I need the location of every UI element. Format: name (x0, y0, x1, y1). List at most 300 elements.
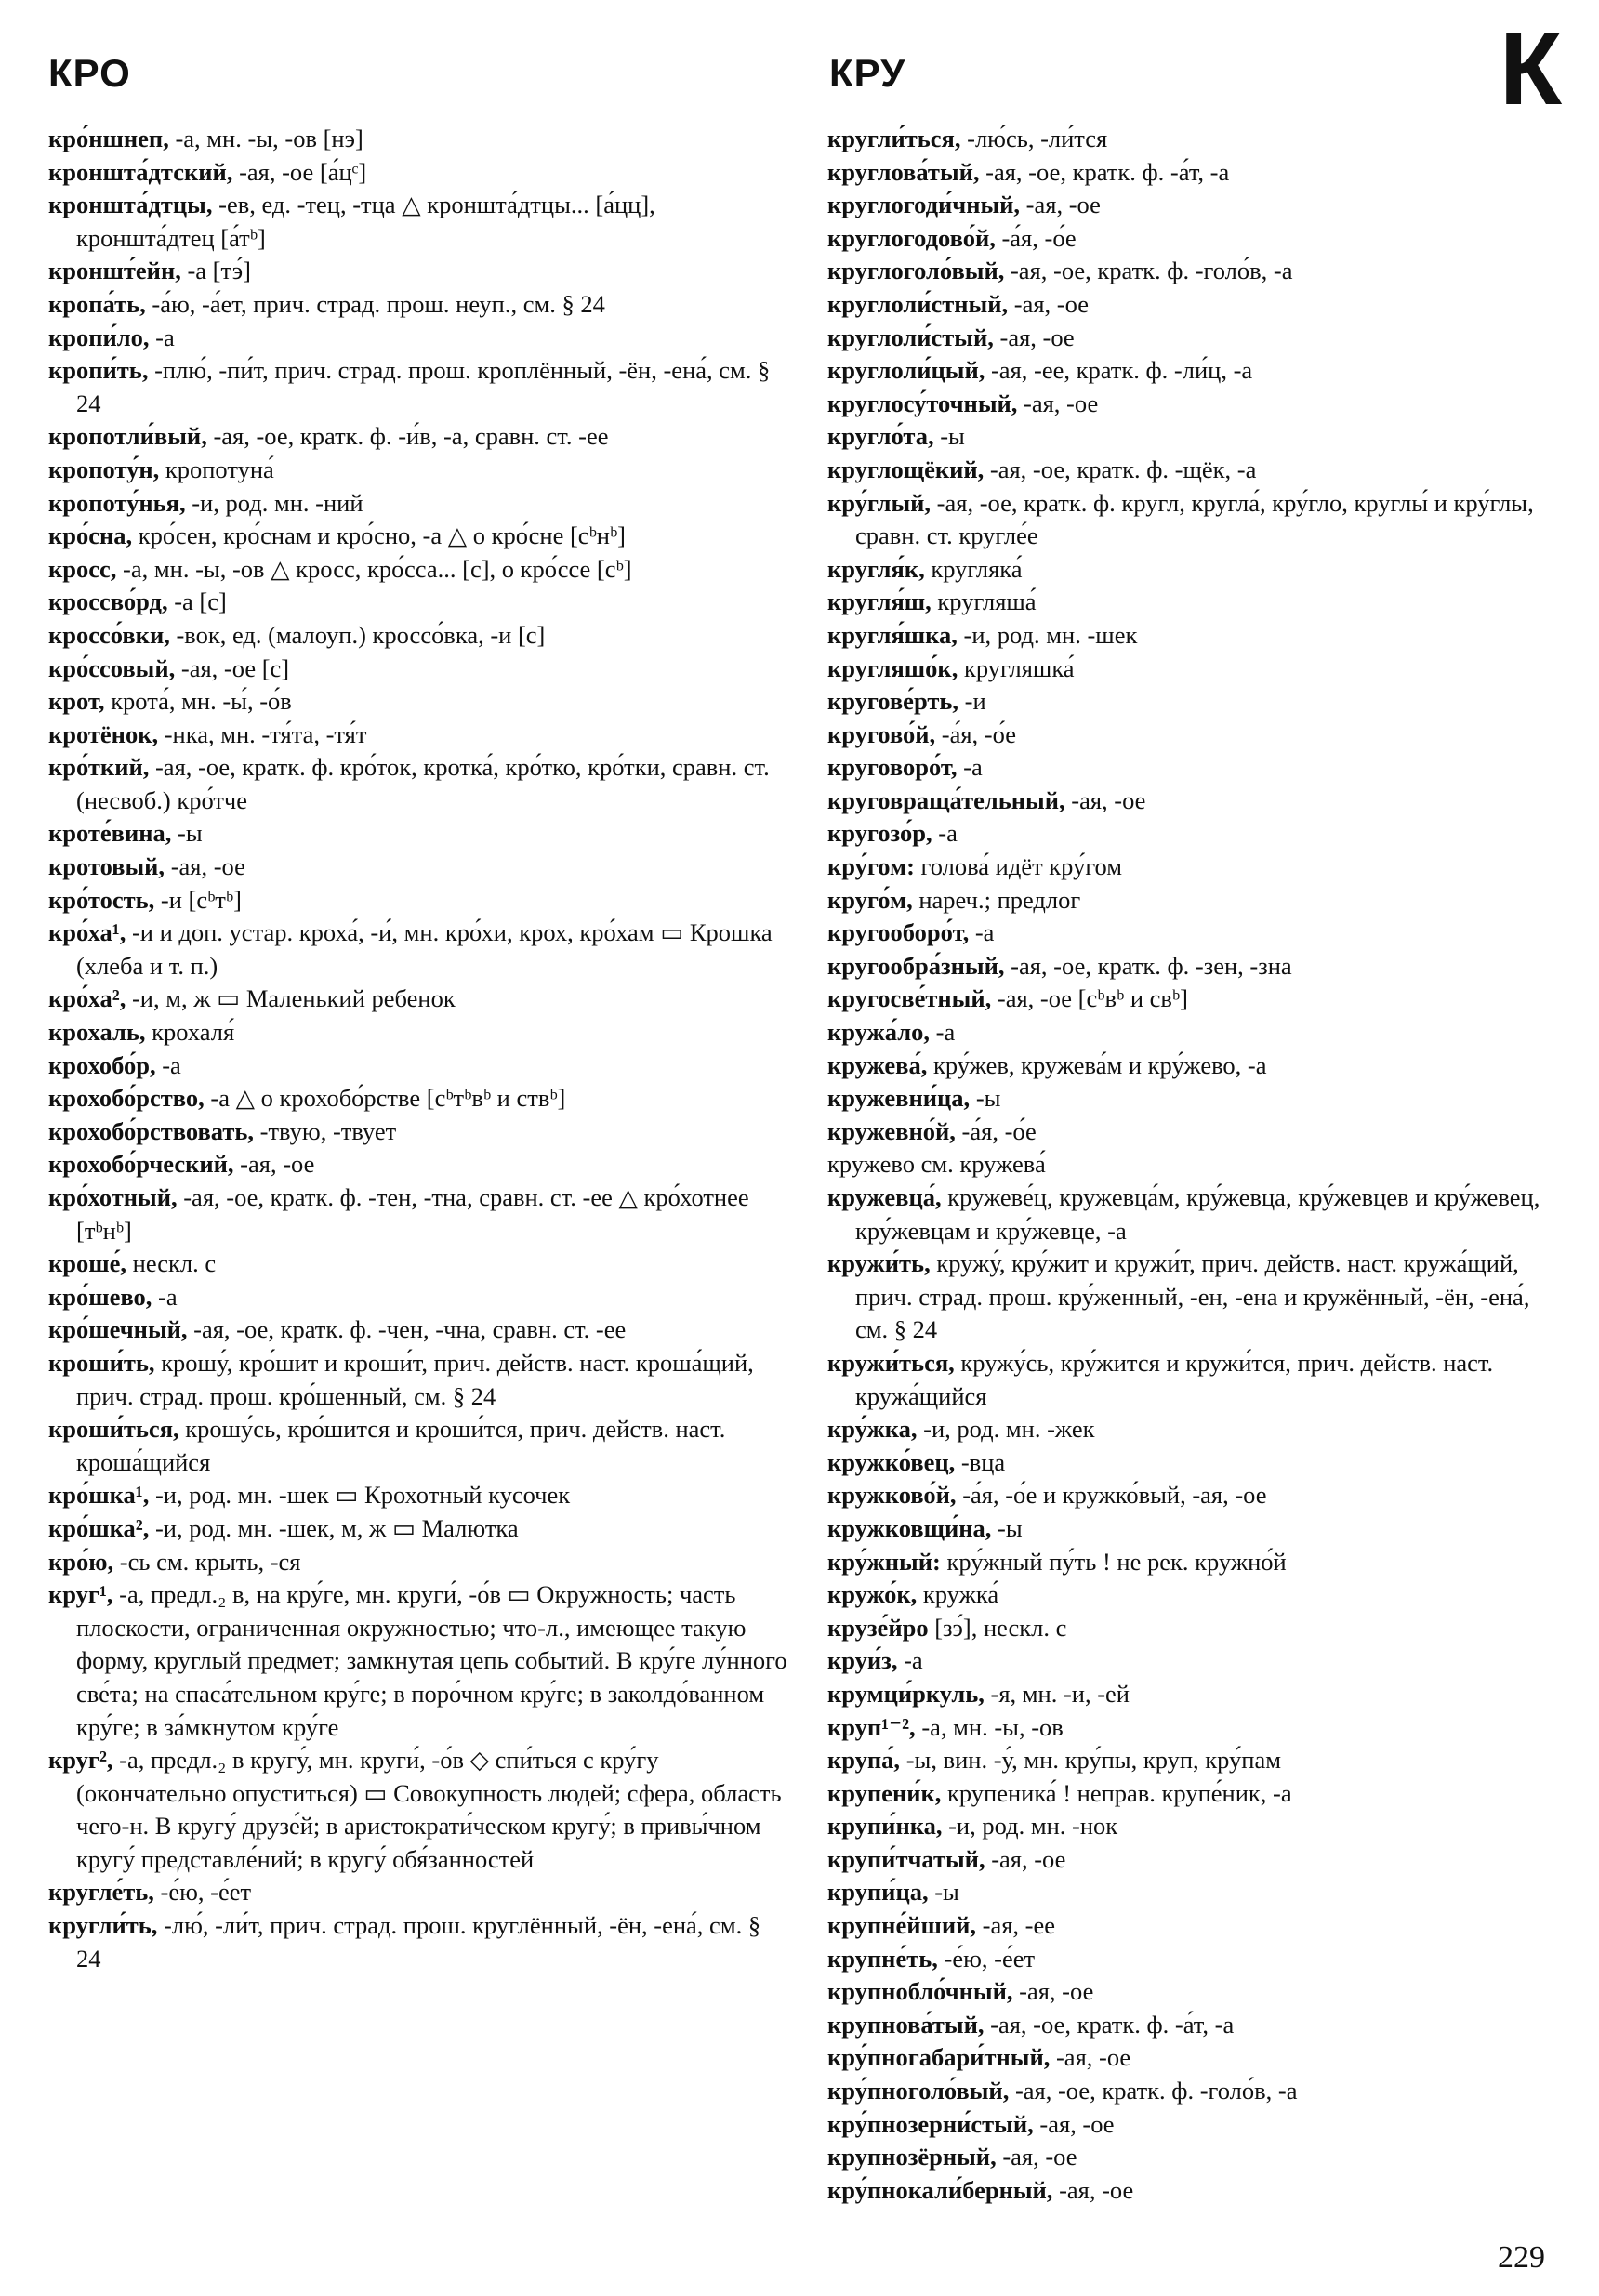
entry-grammar: -ая, -ое [cᵇвᵇ и свᵇ] (991, 984, 1188, 1013)
dictionary-entry (48, 1578, 787, 1744)
dictionary-entry (827, 851, 1566, 884)
entry-grammar: -ев, ед. -тец, -тца △ кроншта́дтцы... [а́цц], кроншта́дтец [а́тᵇ] (76, 191, 655, 252)
headword: кружко́вец, (827, 1447, 956, 1476)
entry-grammar: -ая, -ое (165, 852, 245, 881)
headword: кроше́, (48, 1249, 127, 1278)
dictionary-entry (48, 1744, 787, 1876)
entry-grammar: -лю́, -ли́т, прич. страд. прош. круглённый, -ён, -ена́, см. § 24 (76, 1911, 761, 1973)
dictionary-entry (827, 2075, 1566, 2108)
dictionary-entry (827, 1943, 1566, 1976)
headword: кру́глый, (827, 488, 932, 517)
headword: кру́пноголо́вый, (827, 2077, 1010, 2105)
right-column (827, 123, 1566, 2207)
headword: кругля́ш, (827, 587, 932, 616)
headword: крупени́к, (827, 1778, 942, 1807)
entry-grammar: крота́, мн. -ы́, -о́в (104, 687, 292, 716)
entry-grammar: -сь см. крыть, -ся (113, 1547, 301, 1576)
entry-grammar: кружеве́ц, кружевца́м, кру́жевца, кру́жевцев и кру́жевец, кру́жевцам и кру́жевце, -а (855, 1183, 1540, 1245)
dictionary-entry (48, 1876, 787, 1909)
headword: кро́шечный, (48, 1315, 188, 1344)
entry-grammar: -ы, вин. -у́, мн. кру́пы, круп, кру́пам (900, 1746, 1282, 1775)
dictionary-entry (827, 1711, 1566, 1745)
dictionary-entry (827, 983, 1566, 1016)
headword: кротёнок, (48, 719, 159, 748)
entry-grammar: нареч.; предлог (912, 885, 1081, 914)
dictionary-entry (48, 685, 787, 719)
dictionary-entry (48, 354, 787, 420)
dictionary-entry (827, 1578, 1566, 1612)
dictionary-entry (827, 553, 1566, 587)
dictionary-entry (48, 817, 787, 851)
headword: крупа́, (827, 1746, 901, 1775)
entry-grammar: крупеника́ ! неправ. крупе́ник, -а (941, 1778, 1292, 1807)
entry-grammar: кругляша́ (931, 587, 1037, 616)
headword: крохобо́рствовать, (48, 1116, 255, 1145)
dictionary-entry (827, 1644, 1566, 1678)
headword: кро́шево, (48, 1282, 152, 1311)
headword: круи́з, (827, 1646, 898, 1675)
headword: кружевца́, (827, 1183, 942, 1211)
headword: кро́ншнеп, (48, 125, 169, 152)
dictionary-entry (48, 851, 787, 884)
dictionary-entry (48, 586, 787, 619)
headword: кругооборо́т, (827, 918, 970, 947)
dictionary-entry (827, 685, 1566, 719)
dictionary-entry (827, 420, 1566, 454)
headword: кроссво́рд, (48, 587, 168, 616)
headword: кроте́вина, (48, 819, 172, 848)
dictionary-entry (827, 288, 1566, 322)
dictionary-entry (827, 1843, 1566, 1877)
dictionary-entry (827, 817, 1566, 851)
headword: крохобо́рческий, (48, 1150, 234, 1179)
dictionary-entry (827, 1016, 1566, 1049)
dictionary-entry (827, 1413, 1566, 1446)
headword: кругове́рть, (827, 687, 958, 716)
entry-grammar: -и, род. мн. -нок (942, 1812, 1118, 1841)
dictionary-entry (827, 189, 1566, 222)
headword: кружевни́ца, (827, 1084, 971, 1113)
running-head-left: КРО (48, 51, 131, 95)
dictionary-entry (827, 1909, 1566, 1943)
dictionary-entry (48, 322, 787, 355)
entry-grammar: -нка, мн. -тя́та, -тя́т (158, 719, 367, 748)
headword: крохаль, (48, 1018, 146, 1047)
headword: крупне́ть, (827, 1944, 938, 1973)
entry-grammar: -и, м, ж ▭ Маленький ребенок (126, 984, 456, 1013)
entry-grammar: -ы (991, 1513, 1023, 1542)
entry-grammar: -а, мн. -ы, -ов (915, 1712, 1064, 1741)
entry-grammar: -ая, -ее, кратк. ф. -ли́ц, -а (985, 356, 1253, 385)
dictionary-entry (827, 884, 1566, 917)
headword: кропотли́вый, (48, 422, 207, 451)
headword: кроншта́дтский, (48, 157, 233, 186)
entry-grammar: -и, род. мн. -ний (185, 488, 363, 517)
entry-grammar: -твую, -твует (254, 1116, 397, 1145)
dictionary-entry (827, 1744, 1566, 1777)
headword: круглоли́стный, (827, 289, 1009, 318)
entry-grammar: -а, мн. -ы, -ов [нэ] (168, 125, 363, 152)
headword: крузе́йро (827, 1613, 929, 1642)
headword: кружи́ться, (827, 1348, 955, 1377)
headword: кро́ткий, (48, 753, 150, 782)
headword: кропоту́нья, (48, 488, 186, 517)
entry-grammar: -ая, -ое, кратк. ф. -голо́в, -а (1004, 257, 1293, 285)
headword: круглоголо́вый, (827, 257, 1005, 285)
headword: круглоли́стый, (827, 323, 994, 351)
entry-grammar: -ая, -ое [а́цᶜ] (232, 157, 367, 186)
headword: кроши́ть, (48, 1348, 155, 1377)
dictionary-entry (827, 1115, 1566, 1149)
dictionary-entry (827, 1181, 1566, 1247)
headword: крупнобло́чный, (827, 1977, 1013, 2006)
entry-grammar: кругляка́ (924, 554, 1023, 583)
entry-grammar: кругляшка́ (958, 653, 1075, 682)
headword: кружа́ло, (827, 1018, 930, 1047)
entry-grammar: -ы (928, 1878, 959, 1907)
dictionary-entry (827, 719, 1566, 752)
headword: крупне́йший, (827, 1911, 977, 1940)
dictionary-entry (827, 1446, 1566, 1480)
dictionary-entry (827, 222, 1566, 256)
headword: крот, (48, 687, 105, 716)
dictionary-entry (48, 520, 787, 553)
headword: круглова́тый, (827, 157, 980, 186)
entry-grammar: крохаля́ (145, 1018, 235, 1047)
headword: кругле́ть, (48, 1878, 154, 1907)
dictionary-entry (48, 288, 787, 322)
headword: кросс, (48, 554, 117, 583)
dictionary-entry (827, 123, 1566, 156)
headword: кро́тость, (48, 885, 155, 914)
headword: кругозо́р, (827, 819, 932, 848)
dictionary-entry (827, 454, 1566, 487)
entry-grammar: -а (930, 1018, 956, 1047)
headword: крупи́нка, (827, 1812, 943, 1841)
dictionary-entry (48, 1016, 787, 1049)
dictionary-entry (48, 917, 787, 983)
dictionary-entry (48, 1281, 787, 1314)
headword: кропи́ть, (48, 356, 149, 385)
entry-grammar: голова́ идёт кру́гом (914, 852, 1123, 881)
dictionary-entry (48, 1313, 787, 1347)
dictionary-entry (827, 2041, 1566, 2075)
headword: кро́ха², (48, 984, 126, 1013)
entry-grammar: -а △ о крохобо́рстве [cᵇтᵇвᵇ и ствᵇ] (204, 1084, 566, 1113)
headword: круглогодово́й, (827, 223, 996, 252)
entry-grammar: -а, предл.₂ в кругу́, мн. круги́, -о́в ◇ спи́ться с кру́гу (окончательно опуститься) ▭ Совокупность людей; сфера, область чего-н. В кругу́ друзе́й; в аристократи́ческом кругу́; в привы́чном кругу́ представле́ний; в кругу́ обя́занностей (76, 1746, 782, 1873)
headword: кропоту́н, (48, 455, 160, 483)
headword: кроншт́ейн, (48, 257, 181, 285)
dictionary-entry (827, 2174, 1566, 2208)
headword: крупи́ца, (827, 1878, 929, 1907)
dictionary-entry (827, 2108, 1566, 2142)
headword: круговраща́тельный, (827, 785, 1065, 814)
entry-grammar: -ая, -ое, кратк. ф. -чен, -чна, сравн. ст. -ее (187, 1315, 627, 1344)
entry-grammar: -а (969, 918, 995, 947)
entry-grammar: -а (152, 1282, 178, 1311)
dictionary-entry (827, 1148, 1566, 1181)
entry-grammar: -ы (933, 422, 965, 451)
headword: круп¹⁻², (827, 1712, 916, 1741)
dictionary-entry (48, 1148, 787, 1181)
dictionary-entry (827, 950, 1566, 983)
entry-grammar: кружево см. кружева́ (827, 1150, 1046, 1179)
entry-grammar: кропотуна́ (159, 455, 274, 483)
dictionary-entry (827, 354, 1566, 388)
headword: кругли́ться, (827, 125, 961, 152)
entry-grammar: -лю́сь, -ли́тся (960, 125, 1108, 152)
dictionary-entry (827, 1049, 1566, 1083)
dictionary-entry (827, 487, 1566, 553)
entry-grammar: -ы (171, 819, 203, 848)
entry-grammar: -вца (955, 1447, 1006, 1476)
entry-grammar: [зэ́], нескл. с (928, 1613, 1067, 1642)
entry-grammar: кру́жный пу́ть ! не рек. кружно́й (940, 1547, 1287, 1576)
dictionary-entry (827, 785, 1566, 818)
entry-grammar: -а (957, 753, 983, 782)
entry-grammar: -а (149, 323, 175, 351)
entry-grammar: -е́ю, -е́ет (153, 1878, 252, 1907)
headword: крупнова́тый, (827, 2010, 985, 2039)
entry-grammar: -ая, -ое (996, 2143, 1077, 2171)
entry-grammar: -а [тэ́] (180, 257, 251, 285)
dictionary-entry (827, 255, 1566, 288)
dictionary-entry (48, 1909, 787, 1975)
headword: кроншта́дтцы, (48, 191, 213, 219)
dictionary-entry (827, 156, 1566, 190)
entry-grammar: -а́я, -о́е (955, 1116, 1037, 1145)
dictionary-entry (827, 653, 1566, 686)
entry-grammar: -и, род. мн. -шек, м, ж ▭ Малютка (149, 1513, 519, 1542)
dictionary-entry (48, 553, 787, 587)
dictionary-entry (48, 1413, 787, 1479)
headword: кругляшо́к, (827, 653, 958, 682)
entry-grammar: -а́ю, -а́ет, прич. страд. прош. неуп., см. § 24 (145, 289, 605, 318)
entry-grammar: -а (897, 1646, 923, 1675)
headword: кружи́ть, (827, 1249, 931, 1278)
headword: кро́шка¹, (48, 1481, 150, 1510)
entry-grammar: -ая, -ое, кратк. ф. -и́в, -а, сравн. ст. -ее (206, 422, 609, 451)
headword: кро́ха¹, (48, 918, 126, 947)
entry-grammar: -а́я, -о́е (995, 223, 1077, 252)
headword: кружковщи́на, (827, 1513, 992, 1542)
page-number: 229 (1498, 2240, 1545, 2275)
headword: кру́пнокали́берный, (827, 2175, 1053, 2204)
dictionary-entry (48, 653, 787, 686)
dictionary-entry (48, 420, 787, 454)
headword: крохобо́рство, (48, 1084, 205, 1113)
entry-grammar: -и, род. мн. -шек ▭ Крохотный кусочек (149, 1481, 571, 1510)
dictionary-entry (827, 1810, 1566, 1843)
entry-grammar: кро́сен, кро́снам и кро́сно, -а △ о кро́сне [cᵇнᵇ] (132, 521, 626, 550)
headword: круг², (48, 1746, 113, 1775)
section-letter: К (1499, 12, 1562, 126)
entry-grammar: -ая, -ое (1020, 191, 1101, 219)
dictionary-entry (827, 1876, 1566, 1909)
dictionary-entry (48, 1512, 787, 1546)
dictionary-entry (827, 1479, 1566, 1512)
headword: кругово́й, (827, 719, 936, 748)
entry-grammar: -ая, -ое, кратк. ф. кро́ток, кротка́, кро́тко, кро́тки, сравн. ст. (несвоб.) кро́тче (76, 753, 770, 814)
dictionary-entry (48, 884, 787, 917)
dictionary-entry (48, 1247, 787, 1281)
entry-grammar: -а (932, 819, 958, 848)
headword: кро́сна, (48, 521, 133, 550)
dictionary-entry (827, 1975, 1566, 2009)
entry-grammar: -ая, -ое (1012, 1977, 1094, 2006)
headword: кругообра́зный, (827, 951, 1005, 980)
entry-grammar: -а (155, 1050, 181, 1079)
headword: кротовый, (48, 852, 165, 881)
dictionary-entry (48, 1181, 787, 1247)
headword: кру́гом: (827, 852, 915, 881)
entry-grammar: -и, род. мн. -жек (917, 1415, 1095, 1444)
entry-grammar: -ая, -ое, кратк. ф. -щёк, -а (984, 455, 1257, 483)
entry-grammar: -и (958, 687, 986, 716)
entry-grammar: -и [cᵇтᵇ] (154, 885, 242, 914)
entry-grammar: нескл. с (126, 1249, 217, 1278)
entry-grammar: -ая, -ое (993, 323, 1075, 351)
entry-grammar: -ая, -ое (1052, 2175, 1134, 2204)
headword: круг¹, (48, 1580, 113, 1609)
entry-grammar: -ая, -ое (1050, 2043, 1131, 2072)
entry-grammar: -плю́, -пи́т, прич. страд. прош. кроплённый, -ён, -ена́, см. § 24 (76, 356, 771, 417)
headword: круглосу́точный, (827, 389, 1018, 417)
dictionary-entry (48, 1479, 787, 1512)
entry-grammar: -а́я, -о́е (935, 719, 1016, 748)
entry-grammar: -а́я, -о́е и кружко́вый, -ая, -ое (956, 1481, 1267, 1510)
running-head-right: КРУ (829, 51, 906, 95)
entry-grammar: -я, мн. -и, -ей (984, 1679, 1130, 1708)
entry-grammar: -ая, -ое (1033, 2109, 1115, 2138)
headword: кропа́ть, (48, 289, 146, 318)
dictionary-entry (48, 454, 787, 487)
dictionary-entry (827, 322, 1566, 355)
headword: кружева́, (827, 1050, 928, 1079)
dictionary-entry (827, 2141, 1566, 2174)
dictionary-entry (827, 1247, 1566, 1347)
headword: кру́жный: (827, 1547, 941, 1576)
entry-grammar: -а, мн. -ы, -ов △ кросс, кро́сса... [с], о кро́ссе [cᵇ] (116, 554, 632, 583)
entry-grammar: -ая, -ое, кратк. ф. -зен, -зна (1004, 951, 1292, 980)
dictionary-entry (827, 917, 1566, 950)
headword: крумци́ркуль, (827, 1679, 985, 1708)
dictionary-entry (48, 255, 787, 288)
headword: круговоро́т, (827, 753, 958, 782)
entry-grammar: -а [с] (167, 587, 227, 616)
headword: крупи́тчатый, (827, 1844, 985, 1873)
entry-grammar: -ая, -ое, кратк. ф. -тен, -тна, сравн. ст. -ее △ кро́хотнее [тᵇнᵇ] (76, 1183, 749, 1245)
headword: кроссо́вки, (48, 620, 170, 649)
headword: круглоли́цый, (827, 356, 985, 385)
dictionary-entry (827, 1612, 1566, 1645)
entry-grammar: -ая, -ее (976, 1911, 1056, 1940)
dictionary-entry (48, 1546, 787, 1579)
dictionary-entry (48, 619, 787, 653)
dictionary-entry (827, 2009, 1566, 2042)
headword: кругосве́тный, (827, 984, 992, 1013)
dictionary-entry (827, 1546, 1566, 1579)
headword: кругля́шка, (827, 620, 958, 649)
entry-grammar: -ая, -ое (1008, 289, 1089, 318)
dictionary-entry (48, 983, 787, 1016)
entry-grammar: кру́жев, кружева́м и кру́жево, -а (927, 1050, 1267, 1079)
dictionary-entry (48, 751, 787, 817)
headword: кру́пнозерни́стый, (827, 2109, 1034, 2138)
entry-grammar: -и, род. мн. -шек (957, 620, 1138, 649)
dictionary-entry (48, 189, 787, 255)
entry-grammar: -ая, -ое, кратк. ф. -а́т, -а (979, 157, 1230, 186)
dictionary-entry (827, 1777, 1566, 1811)
dictionary-entry (827, 1678, 1566, 1711)
entry-grammar: -ы (970, 1084, 1001, 1113)
headword: кро́шка², (48, 1513, 150, 1542)
entry-grammar: кружу́сь, кру́жится и кружи́тся, прич. действ. наст. кружа́щийся (855, 1348, 1494, 1410)
headword: кропи́ло, (48, 323, 150, 351)
entry-grammar: -ая, -ое (1064, 785, 1146, 814)
dictionary-entry (827, 751, 1566, 785)
entry-grammar: -ая, -ое, кратк. ф. -а́т, -а (984, 2010, 1235, 2039)
entry-grammar: -а, предл.₂ в, на кру́ге, мн. круги́, -о́в ▭ Окружность; часть плоскости, ограниченная окружностью; что-л., имеющее такую форму, круглый предмет; замкнутая цепь событий. В кру́ге лу́нного све́та; на спаса́тельном кру́ге; в поро́чном кру́ге; в заколдо́ванном кру́ге; в за́мкнутом кру́ге (76, 1580, 787, 1741)
headword: кро́ю, (48, 1547, 114, 1576)
dictionary-entry (827, 619, 1566, 653)
headword: кругло́та, (827, 422, 934, 451)
headword: крупнозёрный, (827, 2143, 997, 2171)
headword: кругли́ть, (48, 1911, 158, 1940)
entry-grammar: кружу́, кру́жит и кружи́т, прич. действ. наст. кружа́щий, прич. страд. прош. кру́женный, -ен, -ена и кружённый, -ён, -ена́, см. § 24 (855, 1249, 1530, 1344)
headword: кро́хотный, (48, 1183, 178, 1211)
entry-grammar: -ая, -ое, кратк. ф. кругл, кругла́, кру́гло, круглы́ и кру́глы, сравн. ст. кругле́е (855, 488, 1534, 550)
headword: крохобо́р, (48, 1050, 156, 1079)
entry-grammar: -ая, -ое (985, 1844, 1066, 1873)
left-column (48, 123, 787, 1975)
dictionary-entry (48, 123, 787, 156)
headword: кружково́й, (827, 1481, 957, 1510)
headword: кружевно́й, (827, 1116, 956, 1145)
entry-grammar: -ая, -ое (1017, 389, 1099, 417)
entry-grammar: -ая, -ое, кратк. ф. -голо́в, -а (1009, 2077, 1298, 2105)
headword: кругля́к, (827, 554, 925, 583)
dictionary-entry (48, 1115, 787, 1149)
dictionary-entry (827, 1347, 1566, 1413)
dictionary-entry (827, 586, 1566, 619)
entry-grammar: -и и доп. устар. кроха́, -и́, мн. кро́хи, крох, кро́хам ▭ Крошка (хлеба и т. п.) (76, 918, 773, 980)
dictionary-entry (48, 487, 787, 521)
dictionary-entry (827, 388, 1566, 421)
headword: круглогоди́чный, (827, 191, 1021, 219)
headword: кру́жка, (827, 1415, 918, 1444)
dictionary-entry (48, 719, 787, 752)
entry-grammar: -ая, -ое [с] (175, 653, 290, 682)
headword: кро́ссовый, (48, 653, 176, 682)
headword: кружо́к, (827, 1580, 918, 1609)
headword: кру́пногабари́тный, (827, 2043, 1051, 2072)
entry-grammar: крошу́, кро́шит и кроши́т, прич. действ. наст. кроша́щий, прич. страд. прош. кро́шенный, см. § 24 (76, 1348, 754, 1410)
dictionary-entry (48, 1082, 787, 1115)
entry-grammar: -вок, ед. (малоуп.) кроссо́вка, -и [с] (169, 620, 546, 649)
headword: кроши́ться, (48, 1415, 179, 1444)
dictionary-entry (48, 1049, 787, 1083)
entry-grammar: -ая, -ое (233, 1150, 315, 1179)
dictionary-entry (48, 1347, 787, 1413)
dictionary-entry (48, 156, 787, 190)
dictionary-entry (827, 1512, 1566, 1546)
dictionary-entry (827, 1082, 1566, 1115)
entry-grammar: кружка́ (917, 1580, 999, 1609)
headword: круглощёкий, (827, 455, 985, 483)
entry-grammar: -е́ю, -е́ет (937, 1944, 1036, 1973)
